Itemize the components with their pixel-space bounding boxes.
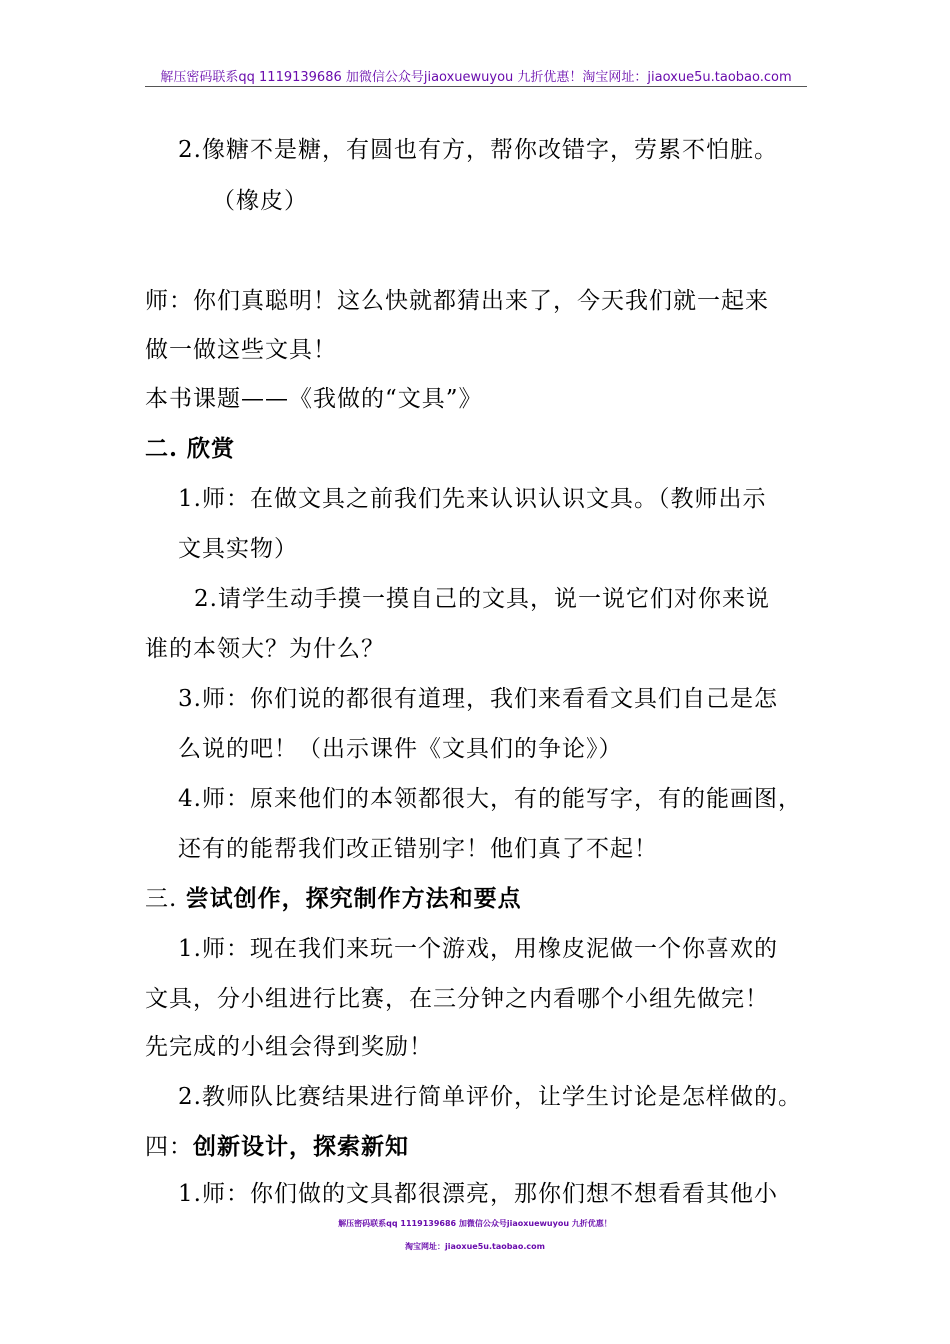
- section-4-number: 四：: [145, 1134, 193, 1160]
- s2-item-2-line-2: 谁的本领大？为什么？: [145, 636, 385, 662]
- s3-item-1-line-2: 文具，分小组进行比赛，在三分钟之内看哪个小组先做完！: [145, 986, 769, 1012]
- teacher-praise-line-2: 做一做这些文具！: [145, 337, 337, 363]
- s4-item-1-line-1: 1.师：你们做的文具都很漂亮，那你们想不想看看其他小: [178, 1181, 778, 1207]
- riddle-2-answer: （橡皮）: [212, 188, 308, 214]
- s3-item-1-line-1: 1.师：现在我们来玩一个游戏，用橡皮泥做一个你喜欢的: [178, 936, 778, 962]
- s3-item-2: 2.教师队比赛结果进行简单评价，让学生讨论是怎样做的。: [178, 1084, 802, 1110]
- s2-item-4-line-1: 4.师：原来他们的本领都很大，有的能写字，有的能画图，: [178, 786, 802, 812]
- section-3-heading: [145, 880, 522, 913]
- s3-item-1-line-3: 先完成的小组会得到奖励！: [145, 1034, 433, 1060]
- section-3-number: 三.: [145, 886, 186, 912]
- section-2-heading: 二. 欣赏: [145, 435, 236, 462]
- page-header: 解压密码联系qq 1119139686 加微信公众号jiaoxuewuyou 九折优惠！淘宝网址：jiaoxue5u.taobao.com: [160, 70, 792, 85]
- s2-item-3-line-2: 么说的吧！（出示课件《文具们的争论》）: [178, 736, 623, 762]
- section-4-title: 创新设计，探索新知: [193, 1133, 409, 1160]
- lesson-topic: 本书课题——《我做的“文具”》: [145, 386, 483, 412]
- footer-line-2: 淘宝网址：jiaoxue5u.taobao.com: [405, 1242, 545, 1251]
- footer-line-1: 解压密码联系qq 1119139686 加微信公众号jiaoxuewuyou 九折优惠！: [338, 1219, 612, 1228]
- s2-item-4-line-2: 还有的能帮我们改正错别字！他们真了不起！: [178, 836, 658, 862]
- riddle-2: 2.像糖不是糖，有圆也有方，帮你改错字，劳累不怕脏。: [178, 137, 778, 163]
- s2-item-1-line-1: 1.师：在做文具之前我们先来认识认识文具。（教师出示: [178, 486, 767, 512]
- s2-item-2-line-1: 2.请学生动手摸一摸自己的文具，说一说它们对你来说: [194, 586, 770, 612]
- header-divider: [145, 86, 807, 87]
- teacher-praise-line-1: 师：你们真聪明！这么快就都猜出来了，今天我们就一起来: [145, 288, 769, 314]
- s2-item-3-line-1: 3.师：你们说的都很有道理，我们来看看文具们自己是怎: [178, 686, 778, 712]
- section-3-title: 尝试创作，探究制作方法和要点: [185, 885, 522, 912]
- s2-item-1-line-2: 文具实物）: [178, 536, 298, 562]
- section-4-heading: [145, 1128, 409, 1161]
